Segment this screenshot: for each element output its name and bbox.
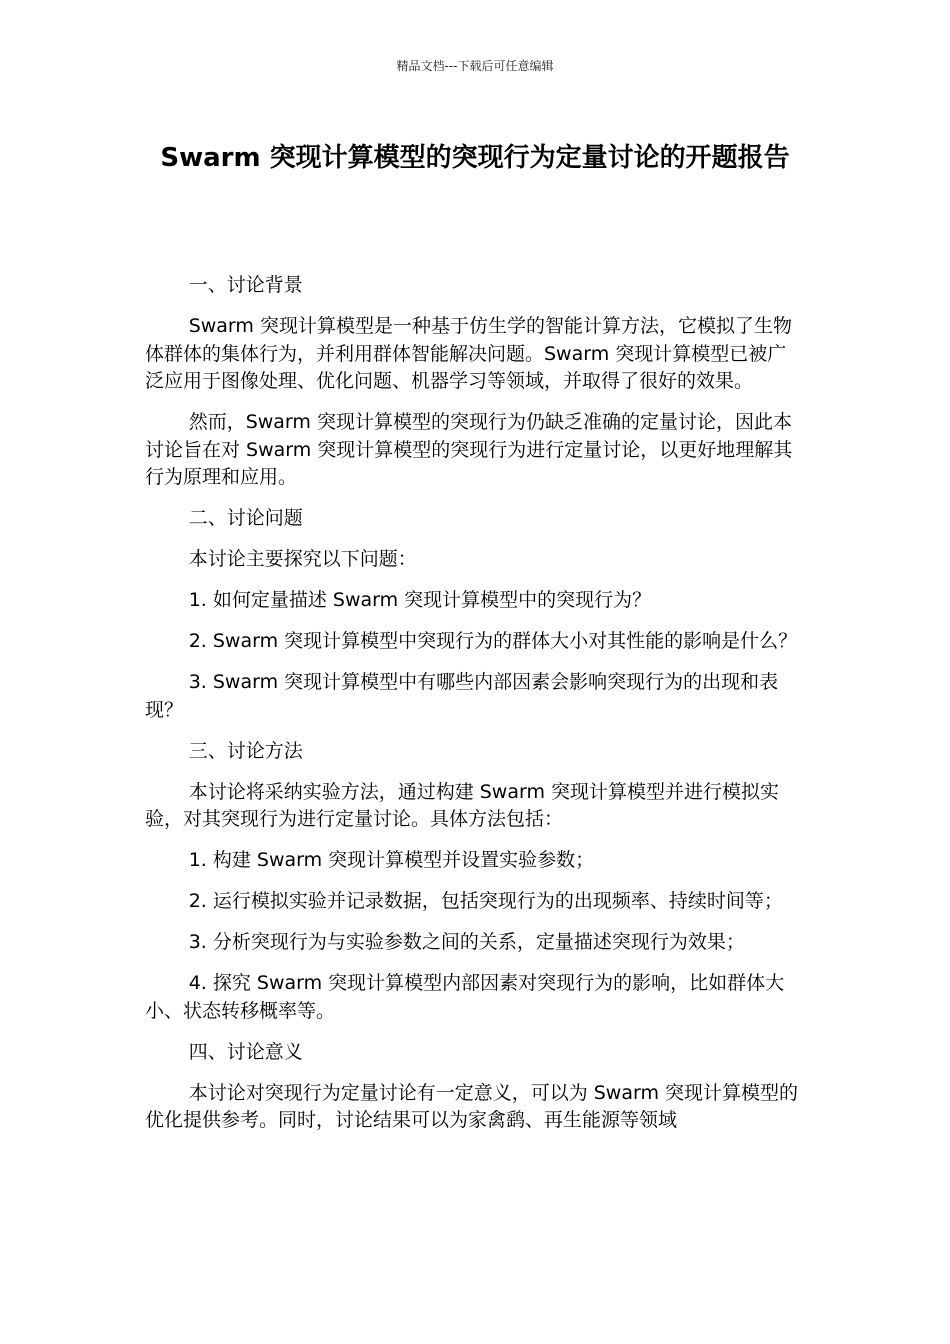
list-item: 1. 如何定量描述 Swarm 突现计算模型中的突现行为？ [188, 589, 652, 611]
list-item: 2. 运行模拟实验并记录数据，包括突现行为的出现频率、持续时间等； [188, 890, 783, 912]
paragraph: 本讨论对突现行为定量讨论有一定意义，可以为 Swarm 突现计算模型的优化提供参考。同时，讨论结果可以为家禽鹞、再生能源等领域 [145, 1081, 798, 1131]
document-body [145, 272, 805, 1148]
section-heading-questions: 二、讨论问题 [188, 507, 303, 529]
document-title: Swarm 突现计算模型的突现行为定量讨论的开题报告 [160, 143, 790, 173]
list-item: 3. Swarm 突现计算模型中有哪些内部因素会影响突现行为的出现和表现？ [145, 671, 779, 721]
list-item: 3. 分析突现行为与实验参数之间的关系，定量描述突现行为效果； [188, 931, 745, 953]
list-item: 4. 探究 Swarm 突现计算模型内部因素对突现行为的影响，比如群体大小、状态转移概率等。 [145, 972, 785, 1022]
list-item: 2. Swarm 突现计算模型中突现行为的群体大小对其性能的影响是什么？ [188, 630, 798, 652]
section-heading-background: 一、讨论背景 [188, 274, 303, 296]
list-item: 1. 构建 Swarm 突现计算模型并设置实验参数； [188, 849, 595, 871]
paragraph: 然而，Swarm 突现计算模型的突现行为仍缺乏准确的定量讨论，因此本讨论旨在对 Swarm 突现计算模型的突现行为进行定量讨论，以更好地理解其行为原理和应用。 [145, 411, 793, 488]
paragraph: Swarm 突现计算模型是一种基于仿生学的智能计算方法，它模拟了生物体群体的集体行为，并利用群体智能解决问题。Swarm 突现计算模型已被广泛应用于图像处理、优化问题、机器学习等领域，并取得了很好的效果。 [145, 315, 792, 392]
header-note: 精品文档---下载后可任意编辑 [396, 59, 554, 73]
paragraph: 本讨论将采纳实验方法，通过构建 Swarm 突现计算模型并进行模拟实验，对其突现行为进行定量讨论。具体方法包括： [145, 780, 779, 830]
section-heading-methods: 三、讨论方法 [188, 739, 303, 762]
paragraph: 本讨论主要探究以下问题： [188, 548, 417, 570]
section-heading-significance: 四、讨论意义 [188, 1040, 303, 1063]
